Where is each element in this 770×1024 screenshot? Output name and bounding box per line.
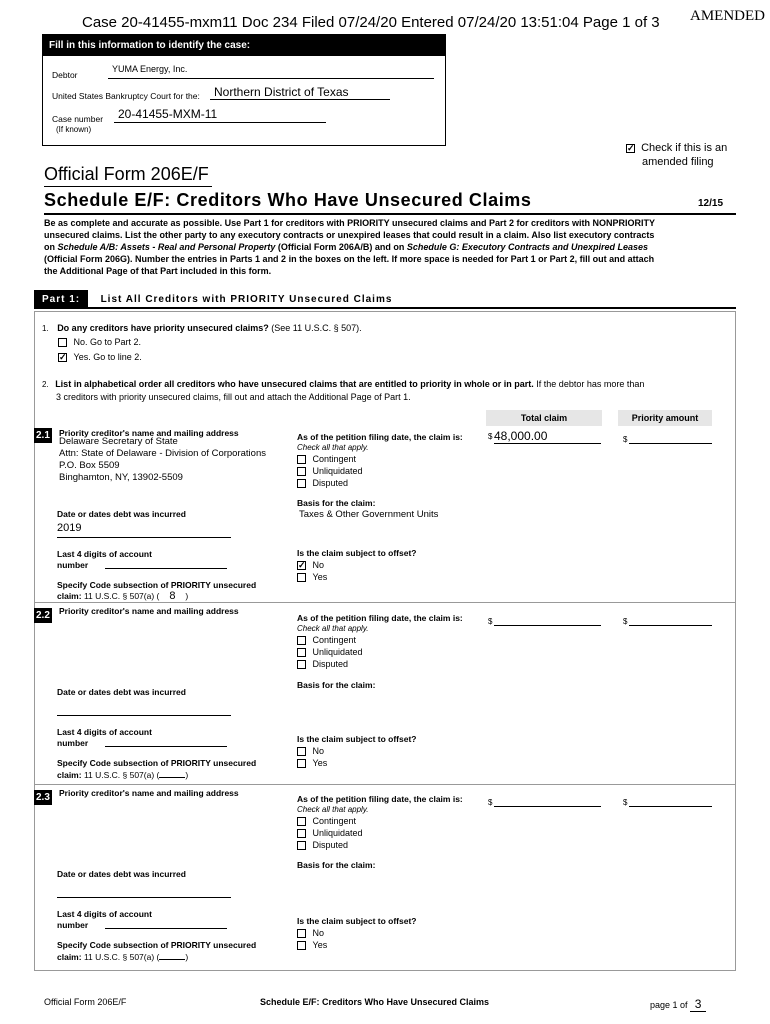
contingent-option[interactable] xyxy=(297,453,363,465)
code-label-b: claim: xyxy=(57,591,82,601)
creditor-address-line: Delaware Secretary of State xyxy=(59,436,178,447)
q2-number: 2. xyxy=(42,380,49,389)
creditor-address-line: Attn: State of Delaware - Division of Corporations xyxy=(59,448,266,459)
contingent-label: Contingent xyxy=(312,816,357,826)
basis-label: Basis for the claim: xyxy=(297,860,376,870)
offset-no-option[interactable] xyxy=(297,745,327,757)
q1-number: 1. xyxy=(42,324,49,333)
unliquidated-option[interactable] xyxy=(297,465,363,477)
part1-title: List All Creditors with PRIORITY Unsecured Claims xyxy=(100,294,393,305)
unliquidated-option[interactable] xyxy=(297,646,363,658)
dollar-sign: $ xyxy=(488,798,493,807)
claim-status-options xyxy=(297,453,363,489)
disputed-checkbox[interactable] xyxy=(297,660,306,669)
intro-3a: on xyxy=(44,242,58,252)
dollar-sign: $ xyxy=(488,617,493,626)
unliquidated-checkbox[interactable] xyxy=(297,648,306,657)
date-incurred-label: Date or dates debt was incurred xyxy=(57,509,186,519)
offset-label: Is the claim subject to offset? xyxy=(297,916,417,926)
intro-3c: (Official Form 206A/B) and on xyxy=(275,242,407,252)
debtor-label: Debtor xyxy=(52,70,78,80)
last4-field[interactable] xyxy=(105,558,227,569)
offset-label: Is the claim subject to offset? xyxy=(297,548,417,558)
entry-separator xyxy=(34,602,736,603)
disputed-label: Disputed xyxy=(312,659,349,669)
priority-amount-header: Priority amount xyxy=(618,410,712,426)
unliquidated-checkbox[interactable] xyxy=(297,467,306,476)
footer-title: Schedule E/F: Creditors Who Have Unsecured Claims xyxy=(260,997,490,1007)
offset-yes-checkbox[interactable] xyxy=(297,941,306,950)
amended-check-text-2: amended filing xyxy=(642,156,714,168)
last4-field[interactable] xyxy=(105,736,227,747)
total-claim-field[interactable] xyxy=(494,615,601,626)
date-incurred-label: Date or dates debt was incurred xyxy=(57,869,186,879)
creditor-name-label: Priority creditor's name and mailing address xyxy=(59,606,239,616)
unliquidated-label: Unliquidated xyxy=(312,647,363,657)
case-identification-heading: Fill in this information to identify the case: xyxy=(43,35,445,56)
last4-label-a: Last 4 digits of account xyxy=(57,727,152,737)
case-number-label: Case number xyxy=(52,114,104,124)
intro-3b: Schedule A/B: Assets - Real and Personal Property xyxy=(57,242,276,252)
check-all-label: Check all that apply. xyxy=(297,805,369,814)
code-label-a: Specify Code subsection of PRIORITY unsecured xyxy=(57,758,257,768)
q2-line-2: 3 creditors with priority unsecured claims, fill out and attach the Additional Page of Part 1. xyxy=(56,392,411,402)
q1-no-label: No. Go to Part 2. xyxy=(73,337,142,347)
date-incurred-value: 2019 xyxy=(57,522,82,534)
question-1 xyxy=(42,323,362,333)
priority-amount-field[interactable] xyxy=(629,433,712,444)
offset-options xyxy=(297,927,327,951)
intro-line-5: the Additional Page of that Part included in this form. xyxy=(44,266,272,276)
disputed-option[interactable] xyxy=(297,477,363,489)
debtor-value: YUMA Energy, Inc. xyxy=(112,64,188,74)
code-subsection xyxy=(57,940,256,963)
footer-page xyxy=(650,997,706,1012)
offset-no-label: No xyxy=(312,560,325,570)
entry-number: 2.2 xyxy=(36,610,50,621)
code-label-b: claim: xyxy=(57,952,82,962)
court-field[interactable] xyxy=(210,85,390,100)
code-field[interactable] xyxy=(159,951,185,960)
intro-line-2: unsecured claims. List the other party to any executory contracts or unexpired leases that could result in a claim. Also list executory contracts xyxy=(44,230,655,240)
debtor-field[interactable] xyxy=(108,64,434,79)
claim-status-options xyxy=(297,634,363,670)
form-date: 12/15 xyxy=(698,198,724,209)
last4-label-a: Last 4 digits of account xyxy=(57,549,152,559)
contingent-checkbox[interactable] xyxy=(297,636,306,645)
amended-stamp: AMENDED xyxy=(690,8,765,24)
date-incurred-field[interactable] xyxy=(57,884,231,898)
code-subsection xyxy=(57,758,256,781)
last4-field[interactable] xyxy=(105,918,227,929)
entry-number: 2.1 xyxy=(36,430,50,441)
creditor-address[interactable] xyxy=(59,436,266,484)
creditor-address-line: P.O. Box 5509 xyxy=(59,460,120,471)
code-label-d: ) xyxy=(185,591,189,601)
dollar-sign: $ xyxy=(623,435,628,444)
offset-yes-label: Yes xyxy=(312,758,328,768)
unliquidated-option[interactable] xyxy=(297,827,363,839)
contingent-label: Contingent xyxy=(312,454,357,464)
instructions xyxy=(44,217,736,277)
as-of-label: As of the petition filing date, the claim is: xyxy=(297,613,463,623)
court-value: Northern District of Texas xyxy=(214,85,349,99)
disputed-label: Disputed xyxy=(312,478,349,488)
intro-line-3 xyxy=(44,241,736,253)
code-field[interactable] xyxy=(159,769,185,778)
q1-yes-option[interactable] xyxy=(58,352,142,362)
disputed-option[interactable] xyxy=(297,839,363,851)
creditor-name-label: Priority creditor's name and mailing address xyxy=(59,788,239,798)
court-label: United States Bankruptcy Court for the: xyxy=(52,91,200,101)
dollar-sign: $ xyxy=(488,432,493,441)
footer-form-number: Official Form 206E/F xyxy=(44,997,127,1007)
q2-text: List in alphabetical order all creditors who have unsecured claims that are entitled to priority in whole or in part. xyxy=(55,379,534,389)
question-2 xyxy=(42,378,732,403)
last4-label-b: number xyxy=(57,738,89,748)
form-title: Schedule E/F: Creditors Who Have Unsecured Claims xyxy=(44,190,532,210)
code-label-c: 11 U.S.C. § 507(a) ( xyxy=(81,770,160,780)
footer-page-total: 3 xyxy=(690,997,706,1012)
q1-no-option[interactable] xyxy=(58,337,141,347)
priority-amount-field[interactable] xyxy=(629,615,712,626)
amended-check-text-1: Check if this is an xyxy=(641,142,728,154)
q1-yes-checkbox[interactable] xyxy=(58,353,67,362)
date-incurred-label: Date or dates debt was incurred xyxy=(57,687,186,697)
total-claim-field[interactable] xyxy=(494,796,601,807)
dollar-sign: $ xyxy=(623,798,628,807)
q1-ref: (See 11 U.S.C. § 507). xyxy=(268,323,362,333)
basis-value[interactable]: Taxes & Other Government Units xyxy=(299,509,439,520)
total-claim-value: 48,000.00 xyxy=(494,429,548,443)
offset-no-label: No xyxy=(312,746,325,756)
total-claim-header: Total claim xyxy=(486,410,602,426)
offset-yes-option[interactable] xyxy=(297,757,327,769)
basis-label: Basis for the claim: xyxy=(297,680,376,690)
last4-label-b: number xyxy=(57,920,89,930)
offset-label: Is the claim subject to offset? xyxy=(297,734,417,744)
check-all-label: Check all that apply. xyxy=(297,624,369,633)
form-number-rule xyxy=(44,186,212,187)
unliquidated-label: Unliquidated xyxy=(312,828,363,838)
offset-options xyxy=(297,745,327,769)
code-label-c: 11 U.S.C. § 507(a) ( xyxy=(81,952,160,962)
code-label-a: Specify Code subsection of PRIORITY unsecured xyxy=(57,580,257,590)
entry-number: 2.3 xyxy=(36,792,50,803)
code-label-a: Specify Code subsection of PRIORITY unsecured xyxy=(57,940,257,950)
offset-options xyxy=(297,559,327,583)
offset-yes-label: Yes xyxy=(312,572,328,582)
offset-yes-checkbox[interactable] xyxy=(297,759,306,768)
offset-yes-checkbox[interactable] xyxy=(297,573,306,582)
offset-yes-option[interactable] xyxy=(297,571,327,583)
unliquidated-label: Unliquidated xyxy=(312,466,363,476)
case-number-value: 20-41455-MXM-11 xyxy=(118,107,218,121)
offset-no-checkbox[interactable] xyxy=(297,561,306,570)
offset-yes-option[interactable] xyxy=(297,939,327,951)
unliquidated-checkbox[interactable] xyxy=(297,829,306,838)
part1-tag: Part 1: xyxy=(34,290,88,309)
date-incurred-field[interactable] xyxy=(57,702,231,716)
q2-rest: If the debtor has more than xyxy=(533,379,645,389)
amended-checkbox[interactable] xyxy=(626,144,635,153)
code-label-d: ) xyxy=(185,952,189,962)
disputed-label: Disputed xyxy=(312,840,349,850)
as-of-label: As of the petition filing date, the claim is: xyxy=(297,432,463,442)
contingent-checkbox[interactable] xyxy=(297,817,306,826)
code-subsection xyxy=(57,580,256,603)
offset-yes-label: Yes xyxy=(312,940,328,950)
intro-line-4: (Official Form 206G). Number the entries in Parts 1 and 2 in the boxes on the left. If more space is needed for Part 1 or Part 2, fill out and attach xyxy=(44,254,655,264)
contingent-checkbox[interactable] xyxy=(297,455,306,464)
case-number-sub: (If known) xyxy=(56,125,92,134)
disputed-option[interactable] xyxy=(297,658,363,670)
title-rule xyxy=(44,213,736,215)
form-number: Official Form 206E/F xyxy=(44,164,209,184)
case-header: Case 20-41455-mxm11 Doc 234 Filed 07/24/20 Entered 07/24/20 13:51:04 Page 1 of 3 xyxy=(82,14,660,31)
basis-label: Basis for the claim: xyxy=(297,498,376,508)
q1-no-checkbox[interactable] xyxy=(58,338,67,347)
case-number-field[interactable] xyxy=(114,107,326,123)
code-label-c: 11 U.S.C. § 507(a) ( xyxy=(81,591,160,601)
check-all-label: Check all that apply. xyxy=(297,443,369,452)
creditor-address-line: Binghamton, NY, 13902-5509 xyxy=(59,472,183,483)
priority-amount-field[interactable] xyxy=(629,796,712,807)
disputed-checkbox[interactable] xyxy=(297,841,306,850)
q1-yes-label: Yes. Go to line 2. xyxy=(73,352,142,362)
contingent-label: Contingent xyxy=(312,635,357,645)
creditor-name-label: Priority creditor's name and mailing address xyxy=(59,428,239,438)
date-incurred-field[interactable] xyxy=(57,522,231,538)
footer-page-label: page 1 of xyxy=(650,1000,688,1010)
intro-line-1: Be as complete and accurate as possible. Use Part 1 for creditors with PRIORITY unsecured claims and Part 2 for creditors with NONPRIORITY xyxy=(44,218,656,228)
total-claim-field[interactable] xyxy=(494,429,601,444)
claim-status-options xyxy=(297,815,363,851)
dollar-sign: $ xyxy=(623,617,628,626)
disputed-checkbox[interactable] xyxy=(297,479,306,488)
code-label-d: ) xyxy=(185,770,189,780)
code-label-b: claim: xyxy=(57,770,82,780)
offset-no-option[interactable] xyxy=(297,559,327,571)
offset-no-checkbox[interactable] xyxy=(297,747,306,756)
intro-3d: Schedule G: Executory Contracts and Unexpired Leases xyxy=(406,242,648,252)
q1-text: Do any creditors have priority unsecured claims? xyxy=(57,323,269,333)
last4-label-a: Last 4 digits of account xyxy=(57,909,152,919)
contingent-option[interactable] xyxy=(297,634,363,646)
part1-header xyxy=(34,289,736,309)
as-of-label: As of the petition filing date, the claim is: xyxy=(297,794,463,804)
code-value: 8 xyxy=(169,590,176,602)
contingent-option[interactable] xyxy=(297,815,363,827)
offset-no-checkbox[interactable] xyxy=(297,929,306,938)
last4-label-b: number xyxy=(57,560,89,570)
entry-separator xyxy=(34,784,736,785)
offset-no-label: No xyxy=(312,928,325,938)
offset-no-option[interactable] xyxy=(297,927,327,939)
amended-filing-check[interactable] xyxy=(626,141,727,169)
